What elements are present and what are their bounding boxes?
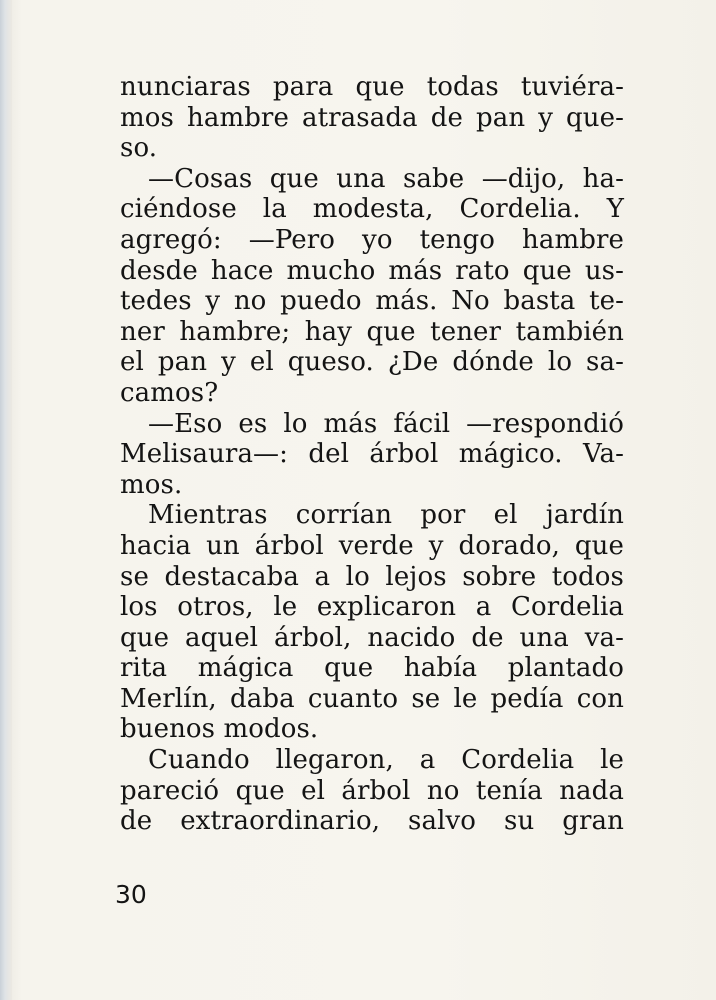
text-line: pareció que el árbol no tenía nada	[120, 775, 624, 806]
text-line: so.	[120, 133, 158, 164]
text-line: que aquel árbol, nacido de una va-	[120, 622, 624, 653]
text-line: —Cosas que una sabe —dijo, ha-	[148, 163, 624, 194]
text-line: mos.	[120, 469, 183, 500]
text-line: tedes y no puedo más. No basta te-	[120, 286, 624, 317]
text-line: nunciaras para que todas tuviéra-	[120, 72, 624, 102]
text-line: el pan y el queso. ¿De dónde lo sa-	[120, 347, 624, 378]
body-text	[120, 72, 624, 837]
text-line: —Eso es lo más fácil —respondió	[148, 408, 624, 439]
text-line: rita mágica que había plantado	[120, 653, 624, 684]
text-line: buenos modos.	[120, 714, 319, 745]
text-line: camos?	[120, 377, 219, 408]
text-line: agregó: —Pero yo tengo hambre	[120, 224, 624, 255]
text-line: Melisaura—: del árbol mágico. Va-	[120, 439, 624, 470]
text-line: Merlín, daba cuanto se le pedía con	[120, 683, 624, 714]
text-line: de extraordinario, salvo su gran	[120, 806, 624, 837]
text-line: Mientras corrían por el jardín	[148, 500, 624, 531]
text-line: los otros, le explicaron a Cordelia	[120, 592, 624, 623]
binding-edge	[0, 0, 12, 1000]
text-line: desde hace mucho más rato que us-	[120, 255, 624, 286]
text-line: hacia un árbol verde y dorado, que	[120, 530, 624, 561]
text-line: se destacaba a lo lejos sobre todos	[120, 561, 624, 592]
page-number: 30	[115, 880, 147, 909]
text-line: mos hambre atrasada de pan y que-	[120, 102, 624, 133]
text-line: ciéndose la modesta, Cordelia. Y	[120, 194, 624, 225]
text-line: ner hambre; hay que tener también	[120, 316, 624, 347]
text-line: Cuando llegaron, a Cordelia le	[148, 745, 624, 776]
